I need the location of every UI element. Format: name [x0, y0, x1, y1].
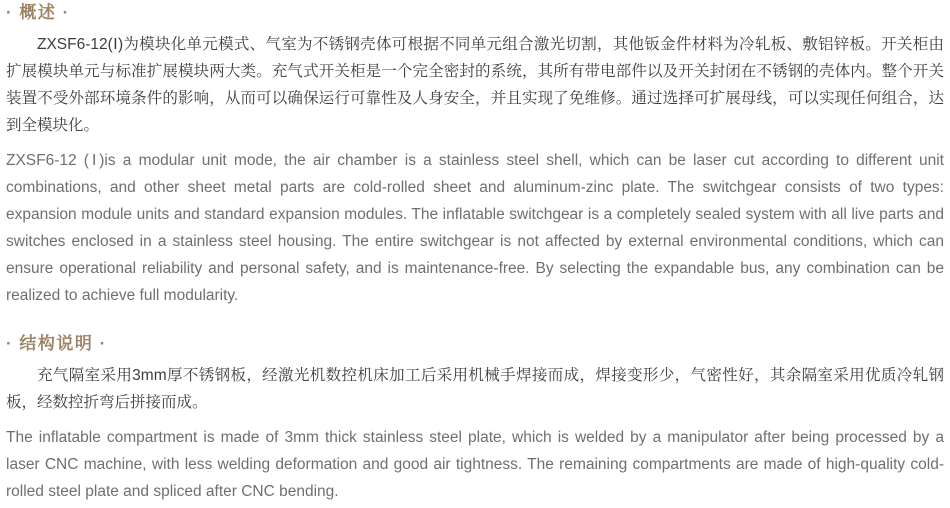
section-structure-description [6, 333, 944, 505]
section-overview [6, 2, 944, 309]
structure-paragraph-english: The inflatable compartment is made of 3mm thick stainless steel plate, which is welded by a manipulator after being processed by a laser CNC machine, with less welding deformation and good air tightness. The remaining compartments are made of high-quality cold-rolled steel plate and spliced after CNC bending. [6, 429, 944, 500]
structure-description-heading: · 结构说明 · [6, 334, 107, 353]
overview-heading: · 概述 · [6, 3, 70, 22]
structure-paragraph-chinese: 充气隔室采用3mm厚不锈钢板，经激光机数控机床加工后采用机械手焊接而成，焊接变形少，气密性好，其余隔室采用优质冷轧钢板，经数控折弯后拼接而成。 [6, 367, 944, 411]
overview-paragraph-english: ZXSF6-12 (Ⅰ)is a modular unit mode, the air chamber is a stainless steel shell, which can be laser cut according to different unit combinations, and other sheet metal parts are cold-rolled sheet and aluminum-zinc plate. The switchgear consists of two types: expansion module units and standard expansion modules. The inflatable switchgear is a completely sealed system with all live parts and switches enclosed in a stainless steel housing. The entire switchgear is not affected by external environmental conditions, which can ensure operational reliability and personal safety, and is maintenance-free. By selecting the expandable bus, any combination can be realized to achieve full modularity. [6, 152, 944, 304]
overview-paragraph-chinese: ZXSF6-12(Ⅰ)为模块化单元模式、气室为不锈钢壳体可根据不同单元组合激光切割，其他钣金件材料为冷轧板、敷铝锌板。开关柜由扩展模块单元与标准扩展模块两大类。充气式开关柜是一个完全密封的系统，其所有带电部件以及开关封闭在不锈钢的壳体内。整个开关装置不受外部环境条件的影响，从而可以确保运行可靠性及人身安全，并且实现了免维修。通过选择可扩展母线，可以实现任何组合，达到全模块化。 [6, 36, 944, 134]
